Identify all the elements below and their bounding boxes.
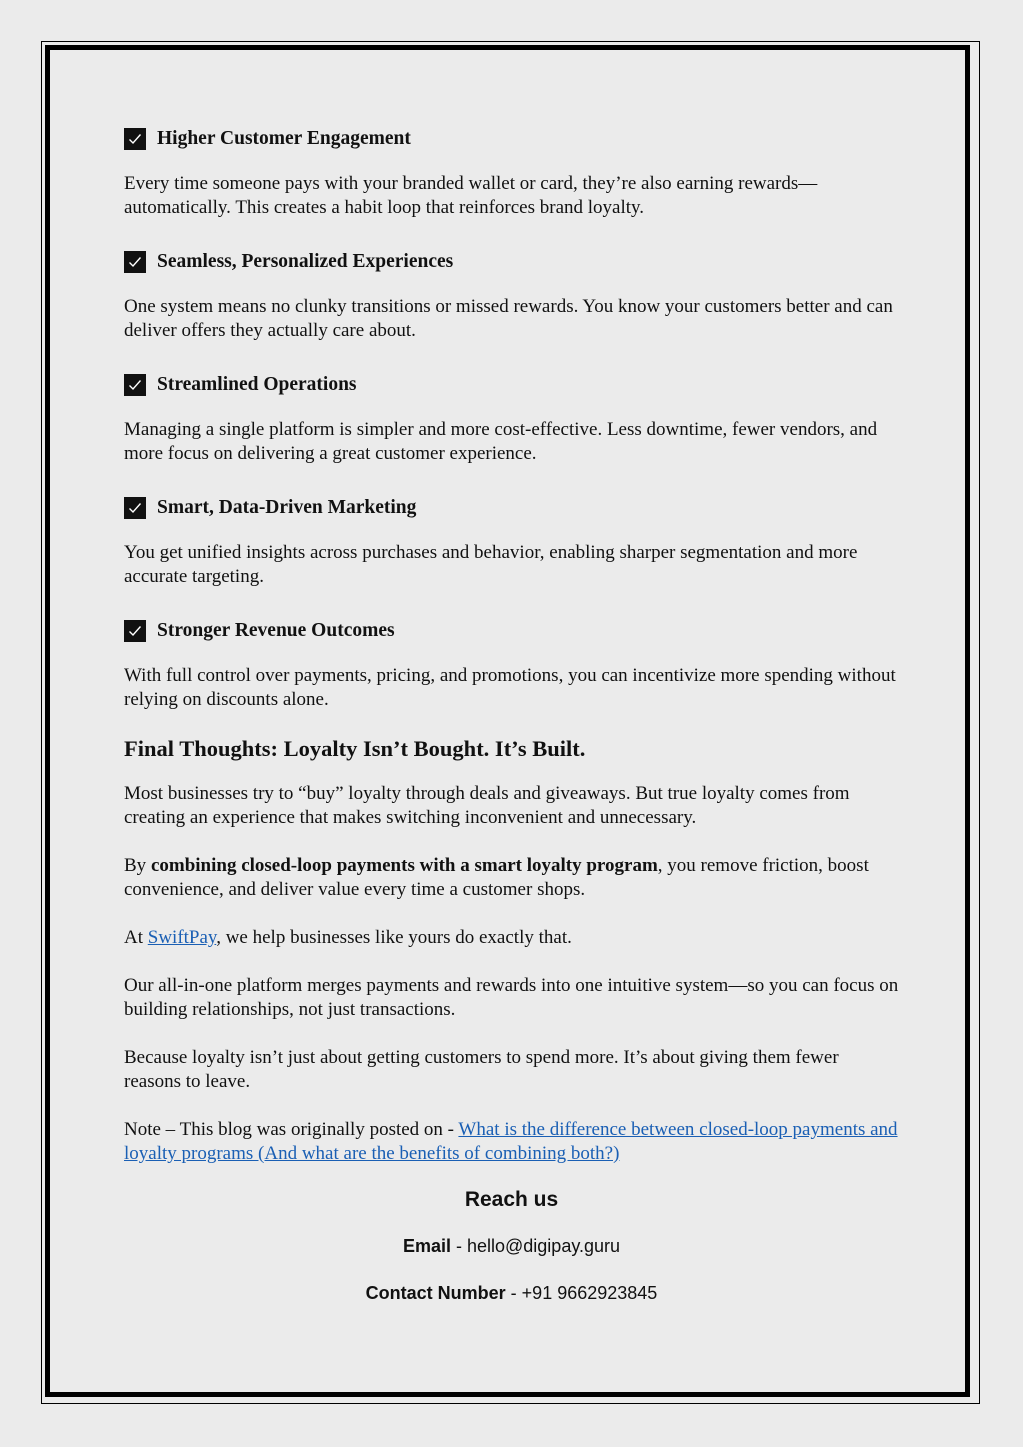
benefit-heading [124,493,899,523]
benefit-body: With full control over payments, pricing, and promotions, you can incentivize more spending without relying on discounts alone. [124,665,896,710]
benefit-section [124,247,899,343]
benefit-title: Higher Customer Engagement [157,128,411,149]
email-line [124,1234,899,1258]
final-paragraph-1: Most businesses try to “buy” loyalty through deals and giveaways. But true loyalty comes from creating an experience that makes switching inconvenient and unnecessary. [124,783,850,828]
benefit-section [124,616,899,712]
paragraph-text: At [124,927,148,948]
benefit-heading [124,616,899,646]
final-paragraph-5: Because loyalty isn’t just about getting customers to spend more. It’s about giving them fewer reasons to leave. [124,1047,839,1092]
checkmark-box-icon [124,128,146,150]
page-content [124,124,899,1305]
contact-number-value: +91 9662923845 [521,1283,658,1303]
benefit-heading [124,124,899,154]
contact-number-line [124,1281,899,1305]
email-label: Email [402,1236,451,1256]
bold-phrase: combining closed-loop payments with a smart loyalty program [150,855,658,876]
benefit-heading [124,370,899,400]
final-paragraph-2 [124,854,899,902]
benefit-section [124,370,899,466]
paragraph-text: , you remove friction, boost convenience, and deliver value every time a customer shops. [124,855,869,900]
separator: - [450,1236,467,1256]
benefit-body: Managing a single platform is simpler and more cost-effective. Less downtime, fewer vendors, and more focus on delivering a great customer experience. [124,419,878,464]
benefit-body: You get unified insights across purchases and behavior, enabling sharper segmentation and more accurate targeting. [124,542,858,587]
benefit-title: Seamless, Personalized Experiences [157,251,454,272]
swiftpay-link[interactable]: SwiftPay [147,927,217,948]
benefit-section [124,124,899,220]
checkmark-box-icon [124,620,146,642]
checkmark-box-icon [124,497,146,519]
benefit-title: Smart, Data-Driven Marketing [157,497,417,518]
reach-us-heading: Reach us [464,1188,559,1211]
contact-number-label: Contact Number [365,1283,506,1303]
note-paragraph [124,1118,899,1166]
email-value: hello@digipay.guru [466,1236,621,1256]
paragraph-text: , we help businesses like yours do exactly that. [216,927,572,948]
checkmark-box-icon [124,251,146,273]
benefit-title: Stronger Revenue Outcomes [157,620,395,641]
benefit-body: Every time someone pays with your branded wallet or card, they’re also earning rewards—automatically. This creates a habit loop that reinforces brand loyalty. [124,173,818,218]
final-paragraph-4: Our all-in-one platform merges payments and rewards into one intuitive system—so you can focus on building relationships, not just transactions. [124,975,899,1020]
benefit-title: Streamlined Operations [157,374,357,395]
benefit-section [124,493,899,589]
final-paragraph-3 [124,926,899,950]
paragraph-text: Note – This blog was originally posted on - [124,1119,459,1140]
benefit-heading [124,247,899,277]
checkmark-box-icon [124,374,146,396]
paragraph-text: By [124,855,151,876]
benefit-body: One system means no clunky transitions or missed rewards. You know your customers better and can deliver offers they actually care about. [124,296,893,341]
separator: - [505,1283,522,1303]
original-post-link[interactable]: What is the difference between closed-loop payments and loyalty programs (And what are the benefits of combining both?) [124,1119,898,1164]
final-thoughts-heading: Final Thoughts: Loyalty Isn’t Bought. It’s Built. [124,736,586,761]
